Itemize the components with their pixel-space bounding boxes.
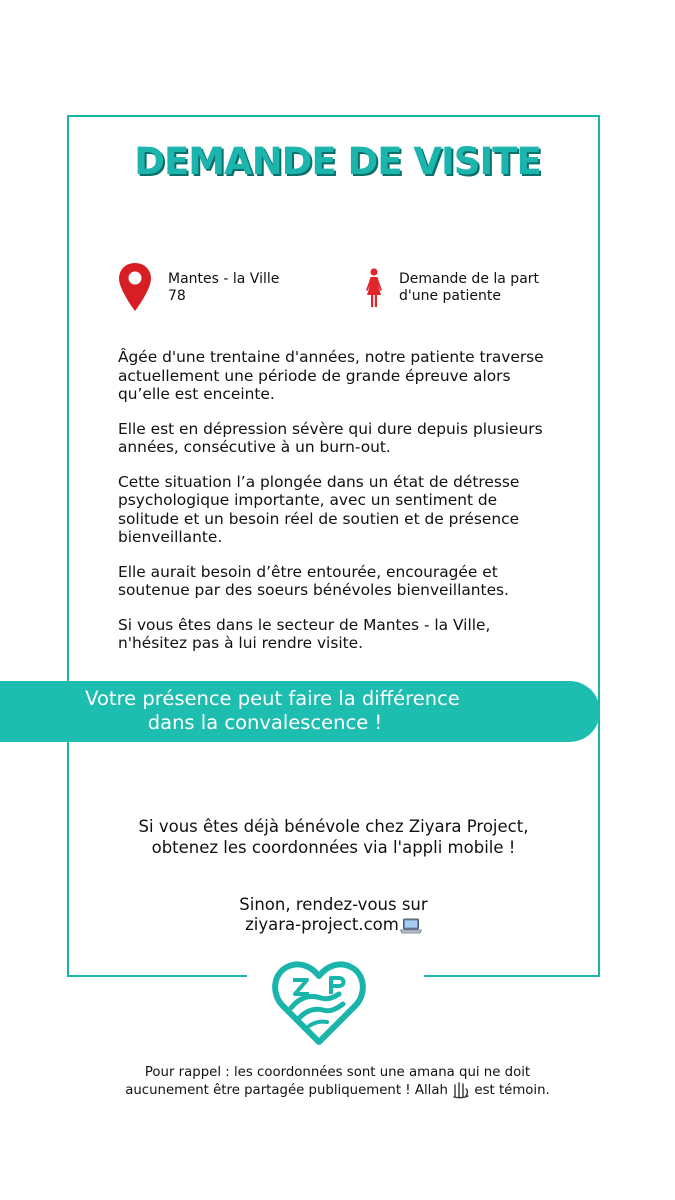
cta-line-3: Sinon, rendez-vous sur (239, 895, 428, 914)
footer-line-1: Pour rappel : les coordonnées sont une amana qui ne doit (144, 1065, 531, 1080)
location-city: Mantes - la Ville (168, 271, 280, 287)
request-info (399, 271, 579, 305)
frame-border-bottom-right (424, 975, 600, 977)
banner-line-1: Votre présence peut faire la différence (85, 687, 460, 710)
map-pin-icon (118, 262, 152, 312)
footer-text-b: est témoin. (474, 1083, 550, 1098)
paragraph: Cette situation l’a plongée dans un état de détresse psychologique importante, avec un sentiment de solitude et un besoin réel de soutien et de présence bienveillante. (118, 472, 520, 546)
location-department: 78 (168, 288, 186, 304)
paragraph: Elle est en dépression sévère qui dure depuis plusieurs années, consécutive à un burn-out. (118, 419, 543, 456)
paragraph: Si vous êtes dans le secteur de Mantes - la Ville, n'hésitez pas à lui rendre visite. (118, 615, 491, 652)
page-title: DEMANDE DE VISITE (134, 140, 541, 183)
banner-line-2: dans la convalescence ! (147, 711, 383, 734)
request-line-1: Demande de la part (399, 271, 540, 287)
frame-border-top (67, 115, 600, 117)
location-info (168, 271, 338, 305)
website-link[interactable]: ziyara-project.com (245, 915, 399, 934)
allah-calligraphy-icon (452, 1081, 470, 1099)
frame-border-bottom-left (67, 975, 247, 977)
paragraph: Elle aurait besoin d’être entourée, encouragée et soutenue par des soeurs bénévoles bienveillantes. (118, 562, 509, 599)
description (118, 348, 558, 669)
laptop-icon (400, 918, 422, 934)
request-line-2: d'une patiente (399, 288, 501, 304)
footer-line-2 (0, 1081, 675, 1099)
woman-icon (365, 268, 383, 308)
heart-handshake-logo-icon (269, 952, 369, 1047)
footer-text-a: aucunement être partagée publiquement ! Allah (125, 1083, 448, 1098)
cta-line-1: Si vous êtes déjà bénévole chez Ziyara Project, (138, 817, 529, 836)
cta-line-2: obtenez les coordonnées via l'appli mobile ! (151, 838, 516, 857)
website-line (67, 914, 600, 935)
paragraph: Âgée d'une trentaine d'années, notre patiente traverse actuellement une période de grande épreuve alors qu’elle est enceinte. (118, 348, 544, 403)
